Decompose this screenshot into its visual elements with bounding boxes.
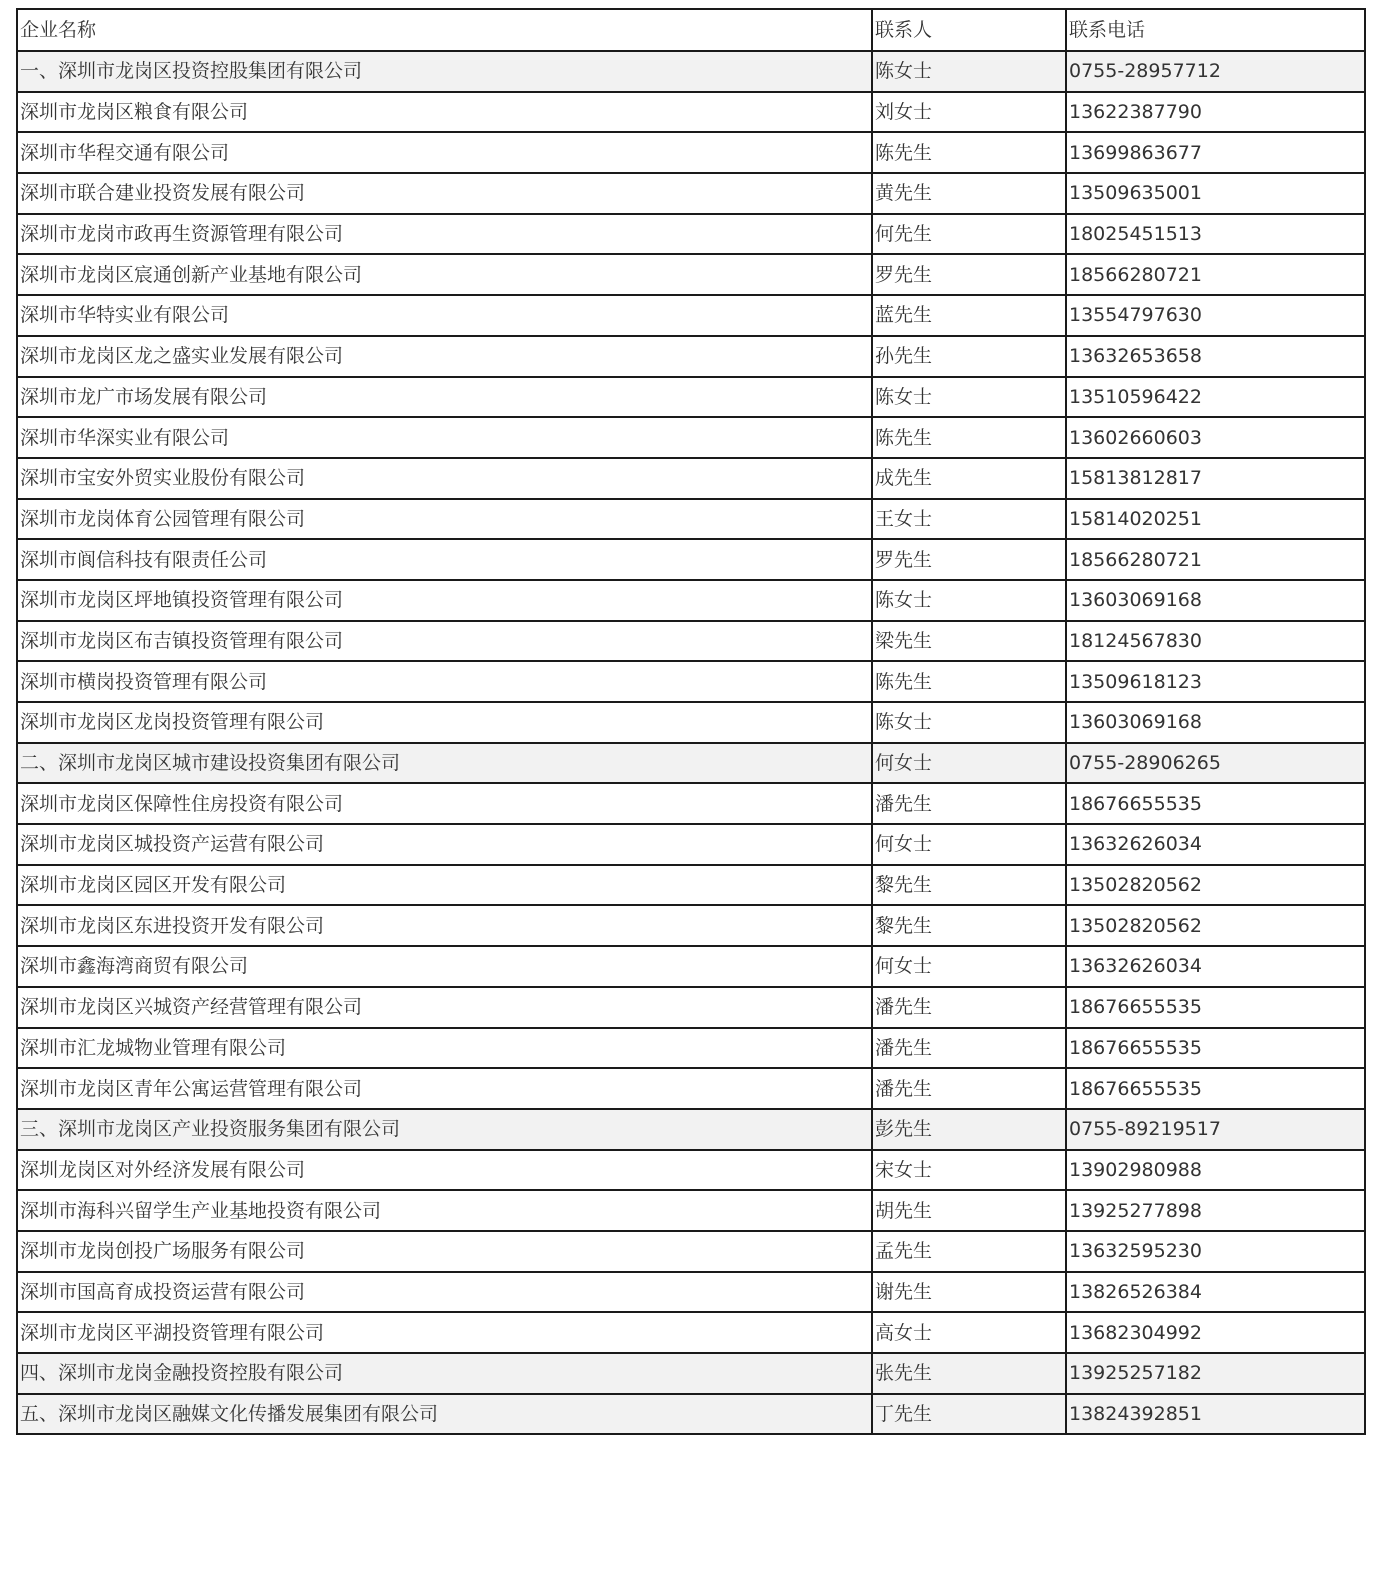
- contact-phone-cell: 13826526384: [1066, 1272, 1365, 1313]
- table-row: [17, 173, 1365, 214]
- contact-phone-cell: 13632653658: [1066, 336, 1365, 377]
- table-row: [17, 1150, 1365, 1191]
- contact-phone-cell: 18676655535: [1066, 1068, 1365, 1109]
- contact-person-cell: 宋女士: [872, 1150, 1066, 1191]
- table-row: [17, 458, 1365, 499]
- contact-phone-cell: 0755-28906265: [1066, 743, 1365, 784]
- contact-phone-cell: 13622387790: [1066, 92, 1365, 133]
- contact-person-cell: 陈女士: [872, 580, 1066, 621]
- table-row-group-header: [17, 743, 1365, 784]
- contact-phone-cell: 18676655535: [1066, 783, 1365, 824]
- company-name-cell: 深圳市宝安外贸实业股份有限公司: [17, 458, 872, 499]
- contact-person-cell: 梁先生: [872, 621, 1066, 662]
- company-name-cell: 深圳市鑫海湾商贸有限公司: [17, 946, 872, 987]
- table-row: [17, 254, 1365, 295]
- table-row: [17, 1312, 1365, 1353]
- company-name-cell: 一、深圳市龙岗区投资控股集团有限公司: [17, 51, 872, 92]
- contact-phone-cell: 0755-89219517: [1066, 1109, 1365, 1150]
- contact-phone-cell: 13554797630: [1066, 295, 1365, 336]
- company-name-cell: 深圳市龙岗区东进投资开发有限公司: [17, 905, 872, 946]
- contact-person-cell: 陈女士: [872, 702, 1066, 743]
- contact-person-cell: 陈先生: [872, 132, 1066, 173]
- contact-person-cell: 潘先生: [872, 987, 1066, 1028]
- table-row: [17, 580, 1365, 621]
- contact-person-cell: 罗先生: [872, 254, 1066, 295]
- contact-person-cell: 何先生: [872, 214, 1066, 255]
- contact-phone-cell: 13925277898: [1066, 1190, 1365, 1231]
- table-body: [17, 9, 1365, 1434]
- contact-person-cell: 何女士: [872, 824, 1066, 865]
- company-name-cell: 深圳市龙岗区青年公寓运营管理有限公司: [17, 1068, 872, 1109]
- contact-phone-cell: 13699863677: [1066, 132, 1365, 173]
- table-row: [17, 499, 1365, 540]
- contact-phone-cell: 13925257182: [1066, 1353, 1365, 1394]
- table-row: [17, 1028, 1365, 1069]
- contact-phone-cell: 13602660603: [1066, 417, 1365, 458]
- table-row-group-header: [17, 51, 1365, 92]
- contact-person-cell: 蓝先生: [872, 295, 1066, 336]
- company-name-cell: 深圳市龙岗区布吉镇投资管理有限公司: [17, 621, 872, 662]
- contact-phone-cell: 13632626034: [1066, 946, 1365, 987]
- contact-phone-cell: 13509635001: [1066, 173, 1365, 214]
- contact-person-cell: 潘先生: [872, 1068, 1066, 1109]
- table-header-row: [17, 9, 1365, 51]
- company-name-cell: 五、深圳市龙岗区融媒文化传播发展集团有限公司: [17, 1394, 872, 1435]
- contact-person-cell: 成先生: [872, 458, 1066, 499]
- contact-phone-cell: 13603069168: [1066, 702, 1365, 743]
- contact-person-cell: 潘先生: [872, 783, 1066, 824]
- contact-person-cell: 陈先生: [872, 661, 1066, 702]
- contact-phone-cell: 18676655535: [1066, 1028, 1365, 1069]
- contact-phone-cell: 13682304992: [1066, 1312, 1365, 1353]
- contact-person-cell: 罗先生: [872, 539, 1066, 580]
- table-row: [17, 377, 1365, 418]
- table-row: [17, 987, 1365, 1028]
- contact-phone-cell: 13632626034: [1066, 824, 1365, 865]
- table-row: [17, 865, 1365, 906]
- table-row: [17, 132, 1365, 173]
- company-name-cell: 深圳市华特实业有限公司: [17, 295, 872, 336]
- contact-person-cell: 黎先生: [872, 905, 1066, 946]
- table-row: [17, 214, 1365, 255]
- table-row: [17, 1068, 1365, 1109]
- company-name-cell: 深圳市龙岗区坪地镇投资管理有限公司: [17, 580, 872, 621]
- company-contact-table: [16, 8, 1366, 1435]
- header-company-name: 企业名称: [17, 9, 872, 51]
- contact-phone-cell: 13510596422: [1066, 377, 1365, 418]
- table-row: [17, 824, 1365, 865]
- contact-person-cell: 陈先生: [872, 417, 1066, 458]
- company-name-cell: 深圳市龙岗区龙岗投资管理有限公司: [17, 702, 872, 743]
- contact-phone-cell: 0755-28957712: [1066, 51, 1365, 92]
- company-name-cell: 深圳龙岗区对外经济发展有限公司: [17, 1150, 872, 1191]
- company-name-cell: 深圳市国高育成投资运营有限公司: [17, 1272, 872, 1313]
- contact-phone-cell: 18124567830: [1066, 621, 1365, 662]
- table-row: [17, 92, 1365, 133]
- company-name-cell: 深圳市龙岗区兴城资产经营管理有限公司: [17, 987, 872, 1028]
- table-row: [17, 295, 1365, 336]
- contact-person-cell: 潘先生: [872, 1028, 1066, 1069]
- company-name-cell: 深圳市龙岗区平湖投资管理有限公司: [17, 1312, 872, 1353]
- contact-phone-cell: 18676655535: [1066, 987, 1365, 1028]
- company-name-cell: 深圳市龙岗区粮食有限公司: [17, 92, 872, 133]
- company-name-cell: 深圳市龙岗市政再生资源管理有限公司: [17, 214, 872, 255]
- table-row: [17, 1272, 1365, 1313]
- company-name-cell: 深圳市龙岗区保障性住房投资有限公司: [17, 783, 872, 824]
- contact-phone-cell: 15814020251: [1066, 499, 1365, 540]
- table-row: [17, 783, 1365, 824]
- table-row: [17, 1231, 1365, 1272]
- contact-phone-cell: 18025451513: [1066, 214, 1365, 255]
- company-name-cell: 四、深圳市龙岗金融投资控股有限公司: [17, 1353, 872, 1394]
- contact-person-cell: 谢先生: [872, 1272, 1066, 1313]
- contact-phone-cell: 15813812817: [1066, 458, 1365, 499]
- contact-person-cell: 黄先生: [872, 173, 1066, 214]
- contact-phone-cell: 13509618123: [1066, 661, 1365, 702]
- contact-phone-cell: 13824392851: [1066, 1394, 1365, 1435]
- table-row: [17, 621, 1365, 662]
- contact-person-cell: 高女士: [872, 1312, 1066, 1353]
- company-name-cell: 二、深圳市龙岗区城市建设投资集团有限公司: [17, 743, 872, 784]
- contact-phone-cell: 13502820562: [1066, 905, 1365, 946]
- contact-phone-cell: 13632595230: [1066, 1231, 1365, 1272]
- table-row: [17, 417, 1365, 458]
- table-row: [17, 539, 1365, 580]
- table-row-group-header: [17, 1353, 1365, 1394]
- contact-person-cell: 丁先生: [872, 1394, 1066, 1435]
- company-name-cell: 深圳市汇龙城物业管理有限公司: [17, 1028, 872, 1069]
- contact-person-cell: 孙先生: [872, 336, 1066, 377]
- company-name-cell: 深圳市横岗投资管理有限公司: [17, 661, 872, 702]
- contact-person-cell: 何女士: [872, 743, 1066, 784]
- contact-person-cell: 彭先生: [872, 1109, 1066, 1150]
- contact-person-cell: 黎先生: [872, 865, 1066, 906]
- company-name-cell: 深圳市海科兴留学生产业基地投资有限公司: [17, 1190, 872, 1231]
- table-row: [17, 905, 1365, 946]
- table-row-group-header: [17, 1109, 1365, 1150]
- contact-person-cell: 陈女士: [872, 377, 1066, 418]
- table-row: [17, 946, 1365, 987]
- table-row: [17, 661, 1365, 702]
- header-contact-phone: 联系电话: [1066, 9, 1365, 51]
- contact-person-cell: 陈女士: [872, 51, 1066, 92]
- contact-phone-cell: 13502820562: [1066, 865, 1365, 906]
- contact-person-cell: 王女士: [872, 499, 1066, 540]
- contact-phone-cell: 18566280721: [1066, 254, 1365, 295]
- company-name-cell: 三、深圳市龙岗区产业投资服务集团有限公司: [17, 1109, 872, 1150]
- company-name-cell: 深圳市龙岗创投广场服务有限公司: [17, 1231, 872, 1272]
- company-name-cell: 深圳市华程交通有限公司: [17, 132, 872, 173]
- header-contact-person: 联系人: [872, 9, 1066, 51]
- contact-person-cell: 胡先生: [872, 1190, 1066, 1231]
- contact-person-cell: 何女士: [872, 946, 1066, 987]
- table-row-group-header: [17, 1394, 1365, 1435]
- company-name-cell: 深圳市龙岗区园区开发有限公司: [17, 865, 872, 906]
- contact-person-cell: 张先生: [872, 1353, 1066, 1394]
- table-row: [17, 336, 1365, 377]
- contact-phone-cell: 18566280721: [1066, 539, 1365, 580]
- contact-person-cell: 刘女士: [872, 92, 1066, 133]
- contact-phone-cell: 13603069168: [1066, 580, 1365, 621]
- company-name-cell: 深圳市龙岗区龙之盛实业发展有限公司: [17, 336, 872, 377]
- company-name-cell: 深圳市龙岗体育公园管理有限公司: [17, 499, 872, 540]
- company-name-cell: 深圳市联合建业投资发展有限公司: [17, 173, 872, 214]
- company-name-cell: 深圳市阆信科技有限责任公司: [17, 539, 872, 580]
- table-row: [17, 702, 1365, 743]
- contact-person-cell: 孟先生: [872, 1231, 1066, 1272]
- company-name-cell: 深圳市龙岗区城投资产运营有限公司: [17, 824, 872, 865]
- company-name-cell: 深圳市龙岗区宸通创新产业基地有限公司: [17, 254, 872, 295]
- table-row: [17, 1190, 1365, 1231]
- company-name-cell: 深圳市华深实业有限公司: [17, 417, 872, 458]
- contact-phone-cell: 13902980988: [1066, 1150, 1365, 1191]
- company-name-cell: 深圳市龙广市场发展有限公司: [17, 377, 872, 418]
